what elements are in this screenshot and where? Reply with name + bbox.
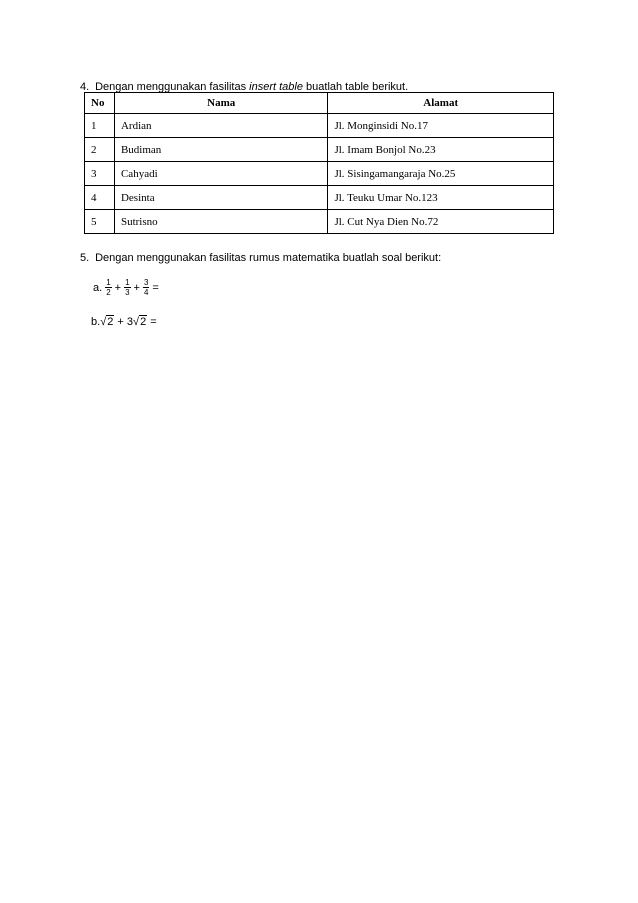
cell-alamat: Jl. Cut Nya Dien No.72	[328, 210, 554, 234]
cell-no: 1	[85, 114, 115, 138]
plus-sign: +	[117, 316, 124, 328]
cell-nama: Budiman	[114, 138, 327, 162]
denominator: 4	[143, 288, 149, 297]
cell-no: 3	[85, 162, 115, 186]
coefficient: 3	[126, 316, 134, 328]
fraction	[124, 278, 130, 297]
cell-alamat: Jl. Imam Bonjol No.23	[328, 138, 554, 162]
cell-alamat: Jl. Teuku Umar No.123	[328, 186, 554, 210]
equation-label: b.	[91, 316, 101, 328]
question-number: 4.	[80, 81, 90, 93]
equation-b	[91, 316, 157, 328]
table-row	[85, 138, 554, 162]
table-row	[85, 162, 554, 186]
table-row	[85, 186, 554, 210]
numerator: 1	[125, 278, 130, 287]
cell-no: 2	[85, 138, 115, 162]
square-root	[100, 316, 114, 328]
equals-sign: =	[150, 316, 157, 328]
plus-sign: +	[133, 281, 140, 294]
denominator: 2	[106, 288, 111, 297]
question-text: Dengan menggunakan fasilitas rumus matematika buatlah soal berikut:	[95, 252, 442, 264]
equation-a	[91, 278, 161, 302]
cell-nama: Cahyadi	[114, 162, 327, 186]
cell-alamat: Jl. Sisingamangaraja No.25	[328, 162, 554, 186]
radical-sign-icon: √	[133, 316, 140, 328]
radical-sign-icon: √	[100, 316, 107, 328]
numerator: 3	[143, 278, 149, 287]
header-alamat: Alamat	[328, 93, 554, 114]
numerator: 1	[106, 278, 111, 287]
student-address-table	[84, 92, 554, 234]
question-text-end: buatlah table berikut.	[302, 81, 409, 93]
question-text-italic: insert table	[249, 81, 303, 93]
question-number: 5.	[80, 252, 90, 264]
equation-label: a.	[93, 281, 103, 294]
table-row	[85, 210, 554, 234]
radicand: 2	[107, 316, 114, 328]
cell-nama: Desinta	[114, 186, 327, 210]
header-no: No	[85, 93, 115, 114]
table-row	[85, 114, 554, 138]
radicand: 2	[140, 316, 147, 328]
cell-nama: Ardian	[114, 114, 327, 138]
square-root	[133, 316, 147, 328]
fraction	[105, 278, 111, 297]
fraction	[143, 278, 149, 297]
header-nama: Nama	[114, 93, 327, 114]
question-text-start: Dengan menggunakan fasilitas	[95, 81, 250, 93]
equals-sign: =	[152, 281, 159, 294]
table-header-row	[85, 93, 554, 114]
cell-no: 4	[85, 186, 115, 210]
plus-sign: +	[114, 281, 122, 294]
cell-alamat: Jl. Monginsidi No.17	[328, 114, 554, 138]
question-5	[80, 251, 441, 265]
denominator: 3	[125, 288, 130, 297]
cell-no: 5	[85, 210, 115, 234]
cell-nama: Sutrisno	[114, 210, 327, 234]
